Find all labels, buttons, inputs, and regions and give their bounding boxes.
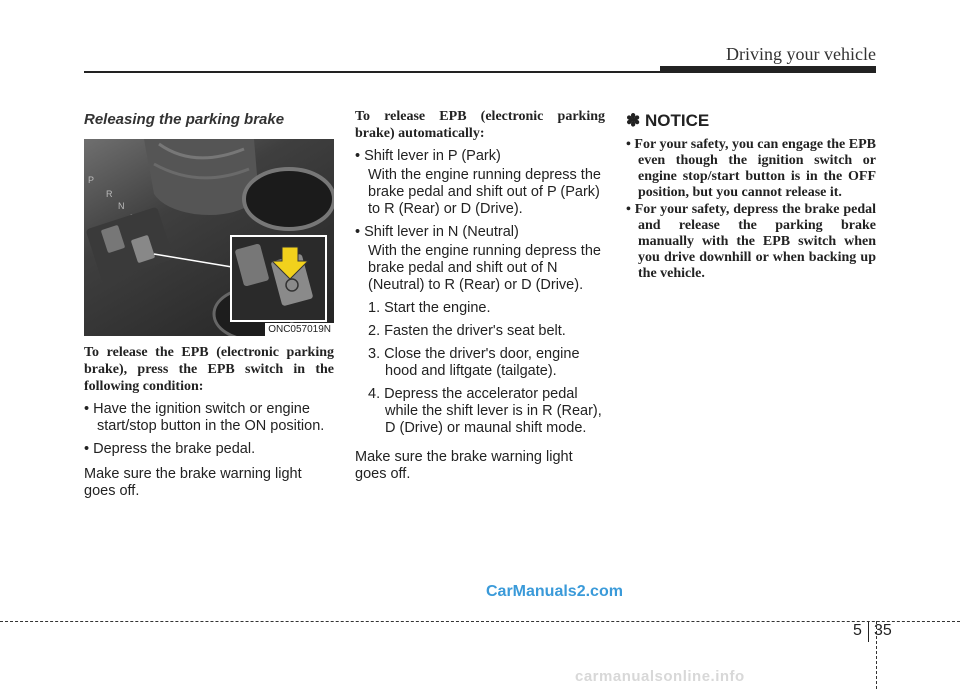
neutral-bullet-title: • Shift lever in N (Neutral): [355, 224, 519, 240]
footer-site-watermark: carmanualsonline.info: [575, 668, 745, 685]
svg-text:R: R: [106, 189, 113, 199]
epb-switch-photo: [84, 139, 334, 336]
park-bullet-title: • Shift lever in P (Park): [355, 148, 501, 164]
page-separator: [868, 622, 869, 642]
step-3: 3. Close the driver's door, engine hood and liftgate (tailgate).: [368, 346, 580, 379]
watermark-link[interactable]: CarManuals2.com: [486, 583, 623, 600]
gear-console-illustration: [84, 139, 334, 336]
svg-text:N: N: [118, 201, 125, 211]
footer-dashed-line: [0, 621, 960, 622]
condition-bullet-ignition: • Have the ignition switch or engine start/stop button in the ON position.: [84, 401, 325, 434]
notice-title: ✽ NOTICE: [626, 111, 710, 130]
svg-text:P: P: [88, 175, 95, 185]
header-title: Driving your vehicle: [726, 44, 876, 64]
auto-release-heading: To release EPB (electronic parking brake) automatically:: [355, 109, 605, 141]
neutral-bullet-text: With the engine running depress the brake pedal and shift out of N (Neutral) to R (Rear) or D (Drive).: [368, 243, 601, 293]
header-rule-thin: [84, 71, 660, 73]
page-number: 35: [874, 622, 892, 639]
column-left: [84, 108, 334, 500]
warning-light-note: Make sure the brake warning light goes off.: [84, 466, 302, 499]
step-4: 4. Depress the accelerator pedal while the shift lever is in R (Rear), D (Drive) or maunal shift mode.: [368, 386, 602, 436]
column-middle: [355, 108, 605, 483]
notice-box: [626, 108, 876, 283]
warning-light-note-2: Make sure the brake warning light goes off.: [355, 449, 573, 482]
notice-item-engage: • For your safety, you can engage the EPB even though the ignition switch or engine stop/start button is in the OFF position, but you cannot release it.: [626, 137, 876, 200]
section-title: Releasing the parking brake: [84, 111, 285, 128]
step-2: 2. Fasten the driver's seat belt.: [368, 323, 566, 339]
release-instruction: To release the EPB (electronic parking brake), press the EPB switch in the following condition:: [84, 345, 334, 394]
condition-bullet-brake: • Depress the brake pedal.: [84, 441, 256, 457]
notice-item-downhill: • For your safety, depress the brake pedal and release the parking brake manually with the EPB switch when you drive downhill or when backing up the vehicle.: [626, 202, 876, 281]
park-bullet-text: With the engine running depress the brake pedal and shift out of P (Park) to R (Rear) or D (Drive).: [368, 167, 601, 217]
photo-caption: ONC057019N: [265, 323, 334, 336]
step-1: 1. Start the engine.: [368, 300, 491, 316]
chapter-number: 5: [853, 622, 862, 639]
header-rule-thick: [660, 66, 876, 73]
